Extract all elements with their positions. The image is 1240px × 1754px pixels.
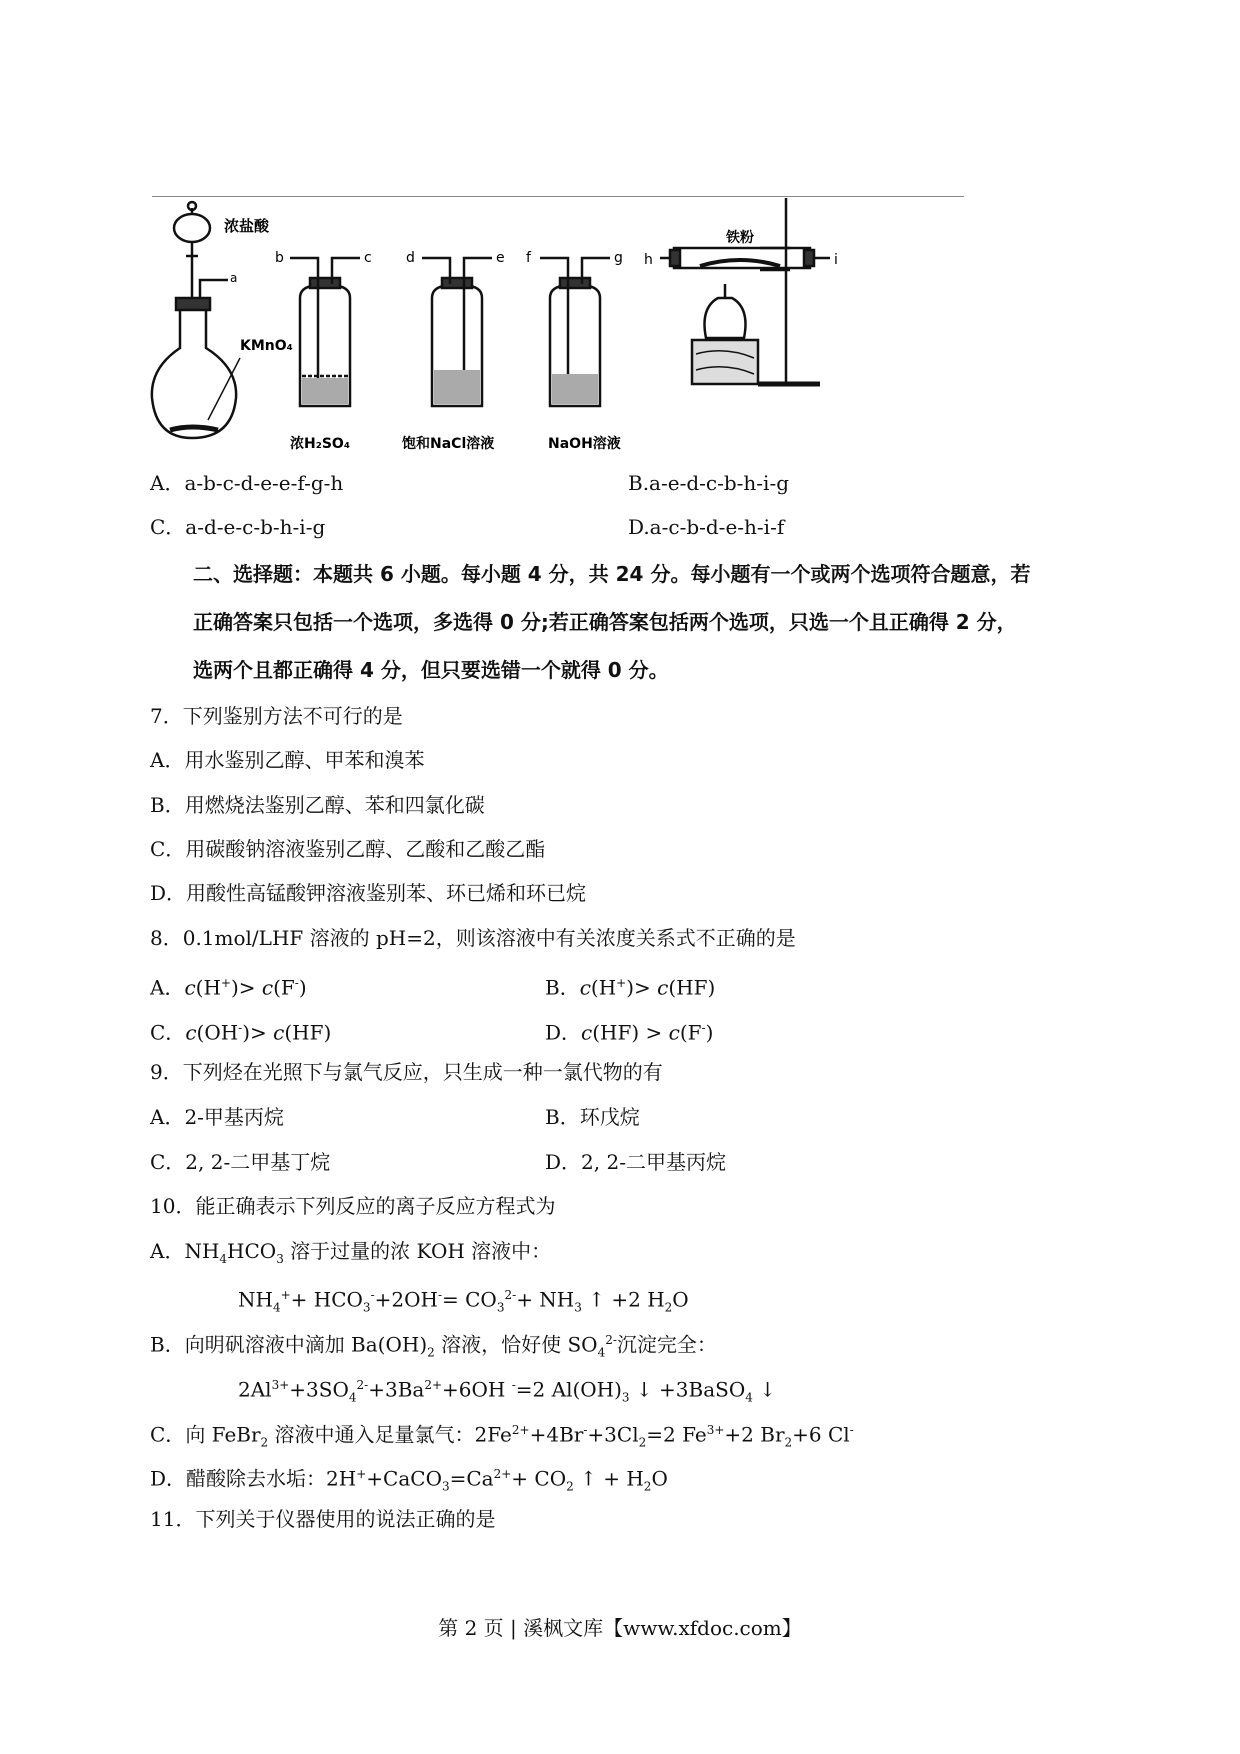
fig-label-d: d bbox=[406, 250, 415, 266]
fig-label-b: b bbox=[275, 250, 284, 266]
fig-label-bottle3: NaOH溶液 bbox=[548, 436, 621, 452]
fig-label-c: c bbox=[364, 250, 372, 266]
fig-label-g: g bbox=[614, 250, 623, 266]
q9-option-b: B．环戊烷 bbox=[545, 1105, 640, 1129]
q10-option-a: A．$NH_4HCO_3$ 溶于过量的浓 KOH 溶液中： bbox=[150, 1239, 552, 1266]
q11-stem: 11．下列关于仪器使用的说法正确的是 bbox=[150, 1507, 496, 1531]
combustion-tube bbox=[660, 198, 830, 384]
fig-label-a: a bbox=[230, 271, 238, 285]
fig-label-f: f bbox=[526, 250, 531, 266]
q7-stem: 7．下列鉴别方法不可行的是 bbox=[150, 704, 403, 728]
q6-option-b: B.a-e-d-c-b-h-i-g bbox=[628, 471, 790, 495]
q8-option-a: A．c(H+)> c(F-) bbox=[150, 975, 307, 1000]
fig-label-iron: 铁粉 bbox=[726, 230, 754, 246]
q8-option-b: B．c(H+)> c(HF) bbox=[545, 975, 716, 1000]
q10-option-d: D．醋酸除去水垢：$2H^++CaCO_3=Ca^{2+}+ CO_2$ ↑ + $H_2O$ bbox=[150, 1466, 668, 1494]
q7-option-a: A．用水鉴别乙醇、甲苯和溴苯 bbox=[150, 748, 425, 772]
q10-option-b: B．向明矾溶液中滴加 $Ba(OH)_2$ 溶液，恰好使 $SO_4^{2-}$沉淀完全： bbox=[150, 1332, 717, 1360]
q10-equation-b: $2Al^{3+}+3SO_4^{2-}+3Ba^{2+}+6OH$ -=2 $Al(OH)_3$ ↓ +3BaSO$_4$ ↓ bbox=[238, 1377, 776, 1405]
apparatus-figure bbox=[140, 198, 970, 460]
q10-option-c: C．向 FeBr$_2$ 溶液中通入足量氯气：$2Fe^{2+}+4Br^-+3Cl_2=2$ $Fe^{3+}+2$ $Br_2+6$ Cl- bbox=[150, 1422, 854, 1450]
section2-line3: 选两个且都正确得 4 分，但只要选错一个就得 0 分。 bbox=[193, 658, 669, 682]
fig-label-hcl: 浓盐酸 bbox=[224, 217, 270, 235]
section2-line1: 二、选择题：本题共 6 小题。每小题 4 分，共 24 分。每小题有一个或两个选项符合题意，若 bbox=[193, 562, 1031, 586]
q6-option-a: A．a-b-c-d-e-e-f-g-h bbox=[150, 471, 344, 495]
fig-label-bottle1: 浓H₂SO₄ bbox=[290, 436, 350, 452]
q7-option-b: B．用燃烧法鉴别乙醇、苯和四氯化碳 bbox=[150, 793, 485, 817]
q8-stem: 8．0.1mol/LHF 溶液的 pH=2，则该溶液中有关浓度关系式不正确的是 bbox=[150, 926, 796, 950]
q8-option-c: C．c(OH-)> c(HF) bbox=[150, 1020, 332, 1045]
fig-label-i: i bbox=[834, 252, 838, 268]
q10-stem: 10．能正确表示下列反应的离子反应方程式为 bbox=[150, 1194, 556, 1218]
section2-line2: 正确答案只包括一个选项，多选得 0 分;若正确答案包括两个选项，只选一个且正确得 2 分， bbox=[193, 610, 1017, 634]
q7-option-d: D．用酸性高锰酸钾溶液鉴别苯、环已烯和环已烷 bbox=[150, 881, 587, 905]
q7-option-c: C．用碳酸钠溶液鉴别乙醇、乙酸和乙酸乙酯 bbox=[150, 837, 546, 861]
q8-option-d: D．c(HF) > c(F-) bbox=[545, 1020, 714, 1045]
q6-option-c: C．a-d-e-c-b-h-i-g bbox=[150, 515, 326, 539]
q9-option-a: A．2-甲基丙烷 bbox=[150, 1105, 284, 1129]
fig-label-kmno4: KMnO₄ bbox=[240, 338, 293, 354]
q9-option-d: D．2, 2-二甲基丙烷 bbox=[545, 1150, 726, 1174]
top-rule bbox=[152, 196, 964, 197]
q9-option-c: C．2, 2-二甲基丁烷 bbox=[150, 1150, 331, 1174]
wash-bottle-3 bbox=[540, 258, 610, 406]
q10-equation-a: $NH_4^++ HCO_3^-+2OH^-= CO_3^{2-}+ NH_3$ ↑ +2 $H_2O$ bbox=[238, 1287, 689, 1315]
fig-label-bottle2: 饱和NaCl溶液 bbox=[402, 436, 495, 452]
chlorine-generator bbox=[152, 202, 240, 438]
fig-label-e: e bbox=[496, 250, 505, 266]
page-footer: 第 2 页 | 溪枫文库【www.xfdoc.com】 bbox=[438, 1616, 802, 1640]
q6-option-d: D.a-c-b-d-e-h-i-f bbox=[628, 515, 785, 539]
wash-bottle-1 bbox=[290, 258, 360, 406]
q9-stem: 9．下列烃在光照下与氯气反应，只生成一种一氯代物的有 bbox=[150, 1060, 663, 1084]
wash-bottle-2 bbox=[422, 258, 492, 406]
fig-label-h: h bbox=[644, 252, 653, 268]
